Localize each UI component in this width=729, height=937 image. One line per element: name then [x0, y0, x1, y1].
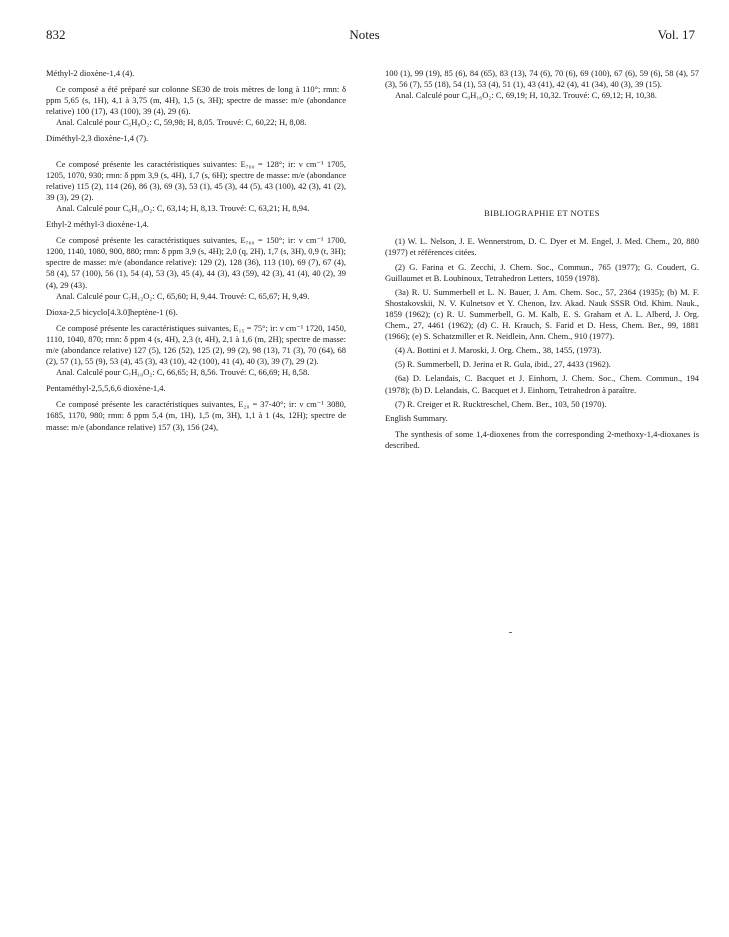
volume-label: Vol. 17: [657, 27, 695, 42]
reference-list: [385, 236, 699, 409]
elemental-analysis: Anal. Calculé pour C₇H₁₂O₂: C, 65,60; H, 9,44. Trouvé: C, 65,67; H, 9,49.: [56, 290, 310, 301]
english-summary: The synthesis of some 1,4-dioxenes from the corresponding 2-methoxy-1,4-dioxanes is described.: [385, 428, 699, 450]
compound-heading: Pentaméthyl-2,5,5,6,6 dioxène-1,4.: [46, 383, 166, 394]
compound-description: Ce composé a été préparé sur colonne SE30 de trois mètres de long à 110°; rmn: δ ppm 5,65 (s, 1H), 4,1 à 3,75 (m, 4H), 1,5 (s, 3H); spectre de masse: m/e (abondance relative) 100 (17), 43 (100), 39 (4), 29 (6).: [46, 84, 346, 117]
compound-entry: [46, 133, 346, 214]
right-column: [385, 68, 699, 451]
reference-item: (6a) D. Lelandais, C. Bacquet et J. Einhorn, J. Chem. Soc., Chem. Commun., 194 (1978); (b) D. Lelandais, C. Bacquet et J. Einhorn, Tetrahedron à paraître.: [385, 373, 699, 395]
reference-item: (2) G. Farina et G. Zecchi, J. Chem. Soc., Commun., 765 (1977); G. Coudert, G. Guillaumet et B. Loubinoux, Tetrahedron Letters, 1059 (1978).: [385, 261, 699, 283]
reference-item: (3a) R. U. Summerbell et L. N. Bauer, J. Am. Chem. Soc., 57, 2364 (1935); (b) M. F. Shostakovskii, N. V. Kulnetsov et Y. Chenon, Izv. Akad. Nauk SSSR Otd. Khim. Nauk., 1859 (1962); (c) R. U. Summerbell, G. M. Kalb, E. S. Graham et A. L. Alberd, J. Org. Chem., 27, 4461 (1962); (d) C. H. Krauch, S. Farid et D. Hess, Chem. Ber., 99, 1881 (1966); (e) S. Schatzmiller et R. Neidlein, Ann. Chem., 910 (1977).: [385, 286, 699, 342]
reference-item: (7) R. Creiger et R. Rucktreschel, Chem. Ber., 103, 50 (1970).: [395, 398, 607, 409]
elemental-analysis: Anal. Calculé pour C₉H₁₆O₂: C, 69,19; H, 10,32. Trouvé: C, 69,12; H, 10,38.: [395, 90, 657, 101]
english-summary-heading: English Summary.: [385, 412, 448, 423]
scan-speck: [509, 632, 512, 633]
left-column: [46, 68, 346, 433]
compound-heading: Méthyl-2 dioxène-1,4 (4).: [46, 68, 135, 78]
compound-entry: [46, 383, 346, 432]
compound-description: Ce composé présente les caractéristiques suivantes, E₇₆₀ = 150°; ir: ν cm⁻¹ 1700, 1200, 1140, 1080, 900, 880; rmn: δ ppm 3,9 (s, 4H); 2,0 (q, 2H), 1,7 (s, 3H), 0,9 (t, 3H); spectre de masse: m/e (abondance relative): 129 (2), 128 (36), 113 (10), 69 (7), 67 (4), 58 (4), 57 (100), 56 (1), 54 (4), 53 (3), 45 (4), 44 (3), 43 (59), 42 (3), 41 (4), 40 (2), 39 (4), 29 (43).: [46, 235, 346, 290]
compound-heading: Dioxa-2,5 bicyclo[4.3.0]heptène-1 (6).: [46, 306, 178, 317]
compound-description: Ce composé présente les caractéristiques suivantes, E₁₅ = 75°; ir: ν cm⁻¹ 1720, 1450, 1110, 1040, 870; rmn: δ ppm 4 (s, 4H), 2,3 (t, 4H), 2,1 à 1,6 (m, 2H); spectre de masse: m/e (abondance relative) 127 (5), 126 (52), 125 (2), 99 (2), 98 (13), 71 (3), 70 (64), 68 (2), 57 (1), 55 (9), 53 (4), 45 (3), 43 (10), 42 (100), 41 (4), 40 (3), 39 (7), 29 (2).: [46, 322, 346, 367]
elemental-analysis: Anal. Calculé pour C₇H₁₀O₂: C, 66,65; H, 8,56. Trouvé: C, 66,69; H, 8,58.: [56, 367, 310, 378]
compound-heading: Ethyl-2 méthyl-3 dioxène-1,4.: [46, 219, 149, 230]
compound-heading: Diméthyl-2,3 dioxène-1,4 (7).: [46, 133, 149, 144]
compound-description: Ce composé présente les caractéristiques suivantes, E₂₀ = 37-40°; ir: ν cm⁻¹ 3080, 1685, 1170, 980; rmn: δ ppm 5,4 (m, 1H), 1,5 (m, 3H), 1,1 à 1 (4s, 12H); spectre de masse: m/e (abondance relative) 157 (3), 156 (24),: [46, 399, 346, 432]
elemental-analysis: Anal. Calculé pour C₆H₁₀O₂: C, 63,14; H, 8,13. Trouvé: C, 63,21; H, 8,94.: [56, 202, 310, 213]
page-number: 832: [46, 27, 66, 42]
compound-description: Ce composé présente les caractéristiques suivantes: E₇₆₀ = 128°; ir: ν cm⁻¹ 1705, 1205, 1070, 930; rmn: δ ppm 3,9 (s, 4H), 1,7 (s, 6H); spectre de masse: m/e (abondance relative) 115 (2), 114 (26), 86 (3), 69 (3), 53 (1), 45 (3), 44 (5), 43 (100), 42 (3), 41 (2), 39 (3), 29 (2).: [46, 158, 346, 202]
bibliography-title: BIBLIOGRAPHIE ET NOTES: [484, 208, 600, 219]
reference-item: (5) R. Summerbell, D. Jerina et R. Gula, ibid., 27, 4433 (1962).: [395, 359, 611, 370]
running-title: Notes: [349, 27, 380, 42]
reference-item: (4) A. Bottini et J. Maroski, J. Org. Chem., 38, 1455, (1973).: [395, 345, 602, 356]
elemental-analysis: Anal. Calculé pour C₅H₈O₂: C, 59,98; H, 8,05. Trouvé: C, 60,22; H, 8,08.: [56, 117, 307, 128]
compound-entry: [46, 307, 346, 379]
compound-entry: [46, 68, 346, 128]
compound-entry: [46, 219, 346, 302]
mass-spectrum-continuation: 100 (1), 99 (19), 85 (6), 84 (65), 83 (13), 74 (6), 70 (6), 69 (100), 67 (6), 59 (6), 58 (4), 57 (3), 56 (7), 55 (18), 54 (1), 53 (4), 51 (1), 43 (41), 42 (4), 41 (34), 40 (3), 39 (15).: [385, 68, 699, 90]
reference-item: (1) W. L. Nelson, J. E. Wennerstrom, D. C. Dyer et M. Engel, J. Med. Chem., 20, 880 (1977) et références citées.: [385, 236, 699, 258]
